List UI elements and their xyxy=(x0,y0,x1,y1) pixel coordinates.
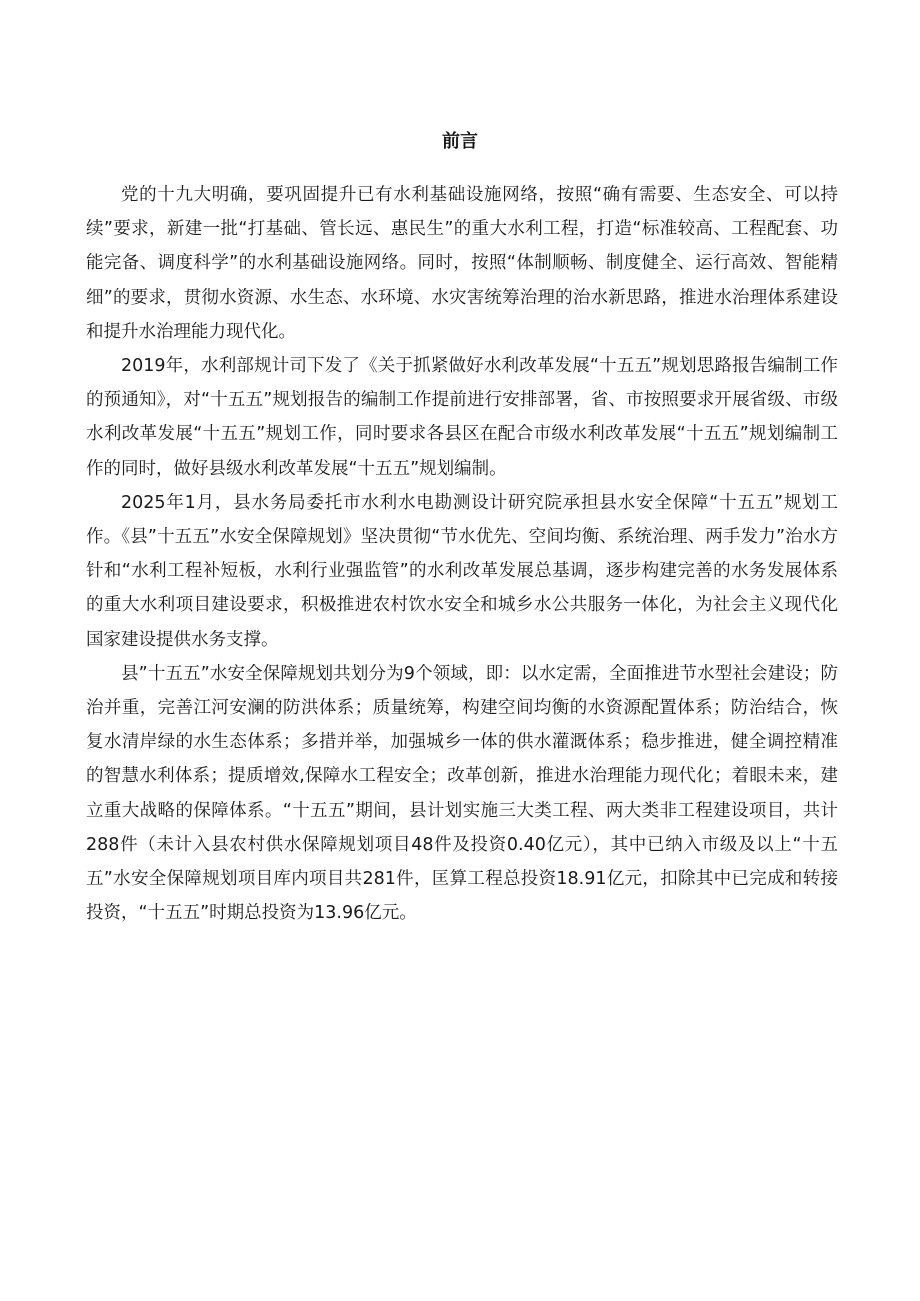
page-title: 前言 xyxy=(442,131,478,152)
paragraph-1: 党的十九大明确，要巩固提升已有水利基础设施网络，按照“确有需要、生态安全、可以持续”要求，新建一批“打基础、管长远、惠民生”的重大水利工程，打造“标准较高、工程配套、功能完备、调度科学”的水利基础设施网络。同时，按照“体制顺畅、制度健全、运行高效、智能精细”的要求，贯彻水资源、水生态、水环境、水灾害统筹治理的治水新思路，推进水治理体系建设和提升水治理能力现代化。 xyxy=(86,185,838,342)
paragraph-4: 县”十五五”水安全保障规划共划分为9个领域，即：以水定需，全面推进节水型社会建设；防治并重，完善江河安澜的防洪体系；质量统筹，构建空间均衡的水资源配置体系；防治结合，恢复水清岸绿的水生态体系；多措并举，加强城乡一体的供水灌溉体系；稳步推进，健全调控精准的智慧水利体系；提质增效,保障水工程安全；改革创新，推进水治理能力现代化；着眼未来，建立重大战略的保障体系。“十五五”期间，县计划实施三大类工程、两大类非工程建设项目，共计288件（未计入县农村供水保障规划项目48件及投资0.40亿元），其中已纳入市级及以上“十五五”水安全保障规划项目库内项目共281件，匡算工程总投资18.91亿元，扣除其中已完成和转接投资，“十五五”时期总投资为13.96亿元。 xyxy=(86,663,838,924)
document-body xyxy=(86,178,838,930)
paragraph-3: 2025年1月，县水务局委托市水利水电勘测设计研究院承担县水安全保障“十五五”规划工作。《县”十五五”水安全保障规划》坚决贯彻“节水优先、空间均衡、系统治理、两手发力”治水方针和“水利工程补短板，水利行业强监管”的水利改革发展总基调，逐步构建完善的水务发展体系的重大水利项目建设要求，积极推进农村饮水安全和城乡水公共服务一体化，为社会主义现代化国家建设提供水务支撑。 xyxy=(86,492,838,650)
paragraph-2: 2019年，水利部规计司下发了《关于抓紧做好水利改革发展“十五五”规划思路报告编制工作的预通知》，对“十五五”规划报告的编制工作提前进行安排部署，省、市按照要求开展省级、市级水利改革发展“十五五”规划工作，同时要求各县区在配合市级水利改革发展“十五五”规划编制工作的同时，做好县级水利改革发展“十五五”规划编制。 xyxy=(86,356,838,479)
